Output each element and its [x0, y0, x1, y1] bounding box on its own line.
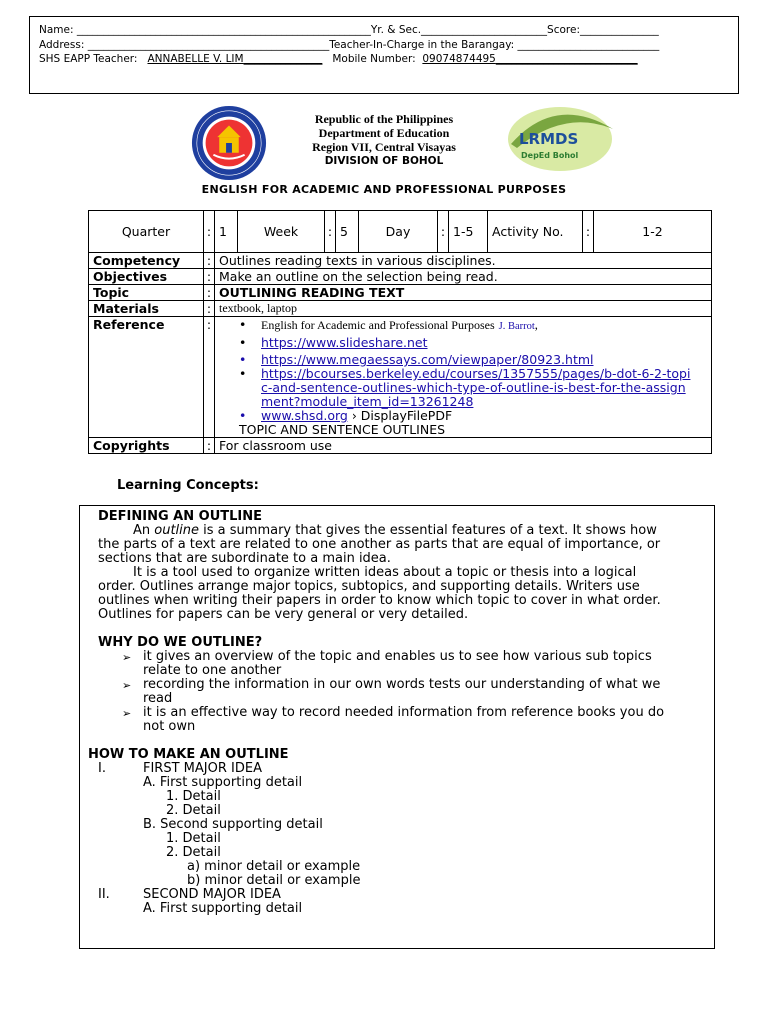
reference-comma: ,: [534, 318, 538, 332]
teacher-fill: _______________: [243, 53, 323, 65]
shsd-link[interactable]: www.shsd.org: [261, 408, 348, 423]
def-paragraph-1-line-1: [133, 524, 657, 538]
objectives-label: Objectives: [89, 269, 204, 285]
schedule-row: [89, 211, 712, 253]
slideshare-link[interactable]: https://www.slideshare.net: [261, 335, 428, 350]
colon: :: [325, 211, 336, 253]
copyrights-label: Copyrights: [89, 438, 204, 454]
colon: :: [204, 269, 215, 285]
def-paragraph-2-line-3: outlines when writing their papers in order to know which topic to cover in what order.: [98, 593, 661, 608]
competency-row: [89, 253, 712, 269]
colon: :: [204, 253, 215, 269]
topic-value: OUTLINING READING TEXT: [215, 285, 712, 301]
arrow-bullet-icon: ➢: [122, 679, 132, 692]
why-item-3: it is an effective way to record needed information from reference books you do: [143, 705, 665, 720]
competency-value: Outlines reading texts in various disciplines.: [215, 253, 712, 269]
subject-title: ENGLISH FOR ACADEMIC AND PROFESSIONAL PURPOSES: [201, 183, 567, 196]
outline-item: 2. Detail: [166, 803, 221, 818]
topic-label: Topic: [89, 285, 204, 301]
reference-label: Reference: [89, 317, 204, 438]
outline-major-idea-2: SECOND MAJOR IDEA: [143, 887, 281, 902]
day-value: 1-5: [449, 211, 488, 253]
defining-heading: DEFINING AN OUTLINE: [98, 509, 263, 524]
address-line: Address: ______________________________________________Teacher-In-Charge in the Barangay: ___________________________: [39, 39, 660, 51]
outline-major-idea-1: FIRST MAJOR IDEA: [143, 761, 262, 776]
teacher-name: ANNABELLE V. LIM: [147, 53, 244, 65]
megaessays-link[interactable]: https://www.megaessays.com/viewpaper/80923.html: [261, 352, 594, 367]
lrmds-title: LRMDS: [519, 130, 579, 148]
outline-numeral: I.: [98, 761, 106, 776]
materials-row: [89, 301, 712, 317]
materials-value: textbook, laptop: [215, 301, 712, 317]
week-value: 5: [336, 211, 359, 253]
outline-item: A. First supporting detail: [143, 901, 303, 916]
outline-item: b) minor detail or example: [187, 873, 361, 888]
quarter-value: 1: [215, 211, 238, 253]
competency-label: Competency: [89, 253, 204, 269]
agency-line-1: Republic of the Philippines: [314, 112, 454, 126]
def-text: An: [133, 523, 155, 538]
colon: :: [204, 211, 215, 253]
reference-item: [239, 408, 707, 437]
def-paragraph-2-line-2: order. Outlines arrange major topics, subtopics, and supporting details. Writers use: [98, 579, 640, 594]
agency-line-2: Department of Education: [318, 126, 450, 140]
name-line: Name: ________________________________________________________Yr. & Sec.________________________Score:_______________: [39, 24, 659, 36]
mobile-label: Mobile Number:: [332, 53, 416, 65]
how-heading: HOW TO MAKE AN OUTLINE: [88, 747, 289, 762]
topic-row: [89, 285, 712, 301]
def-paragraph-1-line-2: the parts of a text are related to one another as parts that are equal of importance, or: [98, 537, 661, 552]
colon: :: [583, 211, 594, 253]
copyrights-value: For classroom use: [215, 438, 712, 454]
lesson-info-table: [88, 210, 712, 454]
colon: :: [204, 301, 215, 317]
reference-book-title: English for Academic and Professional Purposes: [261, 318, 495, 332]
copyrights-row: [89, 438, 712, 454]
activity-label: Activity No.: [488, 211, 583, 253]
colon: :: [204, 317, 215, 438]
colon: :: [204, 438, 215, 454]
shsd-path: › DisplayFilePDF: [347, 408, 453, 423]
student-info-header: [29, 16, 739, 94]
colon: :: [204, 285, 215, 301]
arrow-bullet-icon: ➢: [122, 651, 132, 664]
reference-item: [261, 353, 707, 367]
why-item-2: recording the information in our own words tests our understanding of what we: [143, 677, 661, 692]
reference-list: [219, 318, 707, 437]
reference-row: [89, 317, 712, 438]
objectives-row: [89, 269, 712, 285]
berkeley-link[interactable]: • https://bcourses.berkeley.edu/courses/1357555/pages/b-dot-6-2-topic-and-sentence-outlines-which-type-of-outline-is-best-for-the-assignment?module_item_id=13261248: [261, 366, 691, 409]
shsd-title: TOPIC AND SENTENCE OUTLINES: [239, 422, 446, 437]
agency-line-4: DIVISION OF BOHOL: [324, 155, 444, 167]
def-paragraph-2-line-4: Outlines for papers can be very general or very detailed.: [98, 607, 469, 622]
outline-item: A. First supporting detail: [143, 775, 303, 790]
outline-item: a) minor detail or example: [187, 859, 361, 874]
day-label: Day: [359, 211, 438, 253]
reference-list-cell: [215, 317, 712, 438]
outline-item: 1. Detail: [166, 831, 221, 846]
materials-label: Materials: [89, 301, 204, 317]
reference-item: [261, 336, 707, 350]
why-item-3-cont: not own: [143, 719, 196, 734]
activity-value: 1-2: [594, 211, 712, 253]
why-heading: WHY DO WE OUTLINE?: [98, 635, 263, 650]
def-outline-term: outline: [154, 523, 200, 538]
outline-item: B. Second supporting detail: [143, 817, 323, 832]
teacher-label: SHS EAPP Teacher:: [39, 53, 138, 65]
def-paragraph-2-line-1: It is a tool used to organize written ideas about a topic or thesis into a logical: [133, 565, 637, 580]
mobile-fill: ___________________________: [495, 53, 638, 65]
outline-numeral: II.: [98, 887, 110, 902]
objectives-value: Make an outline on the selection being read.: [215, 269, 712, 285]
outline-item: 2. Detail: [166, 845, 221, 860]
outline-item: 1. Detail: [166, 789, 221, 804]
lrmds-subtitle: DepEd Bohol: [521, 151, 579, 160]
quarter-label: Quarter: [89, 211, 204, 253]
colon: :: [438, 211, 449, 253]
learning-concepts-box: [79, 505, 715, 949]
reference-item: [261, 367, 707, 409]
why-item-1-cont: relate to one another: [143, 663, 282, 678]
why-item-1: it gives an overview of the topic and enables us to see how various sub topics: [143, 649, 652, 664]
teacher-line: [39, 53, 638, 65]
def-text: is a summary that gives the essential features of a text. It shows how: [199, 523, 657, 538]
def-paragraph-1-line-3: sections that are subordinate to a main idea.: [98, 551, 391, 566]
arrow-bullet-icon: ➢: [122, 707, 132, 720]
reference-item: [261, 318, 707, 334]
learning-concepts-heading: Learning Concepts:: [117, 478, 259, 493]
why-item-2-cont: read: [143, 691, 173, 706]
week-label: Week: [238, 211, 325, 253]
mobile-number: 09074874495: [422, 53, 496, 65]
agency-line-3: Region VII, Central Visayas: [312, 140, 456, 154]
reference-author-link[interactable]: J. Barrot: [498, 321, 535, 332]
